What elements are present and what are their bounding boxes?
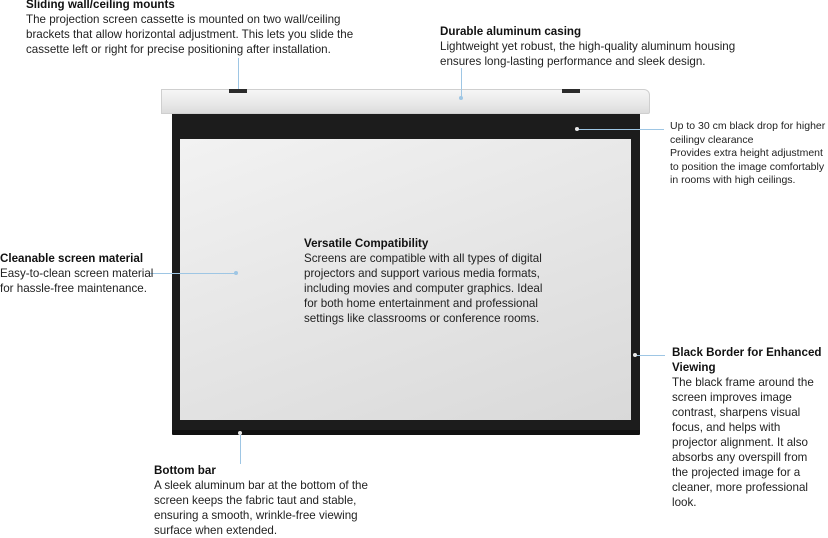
annotation-black-drop [670,120,828,188]
annotation-versatile-body: Screens are compatible with all types of digital projectors and support various media formats, including movies and computer graphics. Ideal for both home entertainment and professional settings like classrooms or conference rooms. [304,252,543,325]
leader-dot-bottom [238,431,242,435]
bottom-bar [172,430,640,435]
leader-line-sliding [238,58,239,89]
left-mount-bracket [229,89,247,93]
annotation-drop-line2: Provides extra height adjustment to position the image comfortably in rooms with high ceilings. [670,147,825,186]
annotation-drop-line1: Up to 30 cm black drop for higher ceilingv clearance [670,120,826,146]
annotation-casing-body: Lightweight yet robust, the high-quality aluminum housing ensures long-lasting performance and sleek design. [440,40,736,68]
leader-line-border [635,355,665,356]
leader-dot-drop [575,127,579,131]
leader-line-casing [461,68,462,98]
annotation-aluminum-casing [440,24,740,69]
annotation-sliding-mounts [26,0,371,57]
leader-dot-border [633,353,637,357]
annotation-bottom-title: Bottom bar [154,464,216,477]
annotation-versatile-title: Versatile Compatibility [304,237,429,250]
annotation-border-title: Black Border for Enhanced Viewing [672,346,822,374]
leader-line-bottom [240,434,241,464]
annotation-casing-title: Durable aluminum casing [440,25,582,38]
annotation-bottom-body: A sleek aluminum bar at the bottom of the screen keeps the fabric taut and stable, ensuring a smooth, wrinkle-free viewing surface when extended. [154,479,368,537]
annotation-versatile-compatibility [304,236,544,326]
annotation-bottom-bar [154,463,394,538]
annotation-sliding-body: The projection screen cassette is mounted on two wall/ceiling brackets that allow horizontal adjustment. This lets you slide the cassette left or right for precise positioning after installation. [26,13,354,56]
annotation-black-border [672,345,824,510]
annotation-sliding-title: Sliding wall/ceiling mounts [26,0,175,11]
annotation-cleanable-body: Easy-to-clean screen material for hassle-free maintenance. [0,267,154,295]
annotation-cleanable-material [0,251,165,296]
leader-line-drop [578,129,664,130]
leader-dot-casing [459,96,463,100]
annotation-cleanable-title: Cleanable screen material [0,252,144,265]
leader-dot-cleanable [234,271,238,275]
annotation-border-body: The black frame around the screen improves image contrast, sharpens visual focus, and helps with projector alignment. It also absorbs any overspill from the projected image for a cleaner, more professional look. [672,376,814,509]
right-mount-bracket [562,89,580,93]
